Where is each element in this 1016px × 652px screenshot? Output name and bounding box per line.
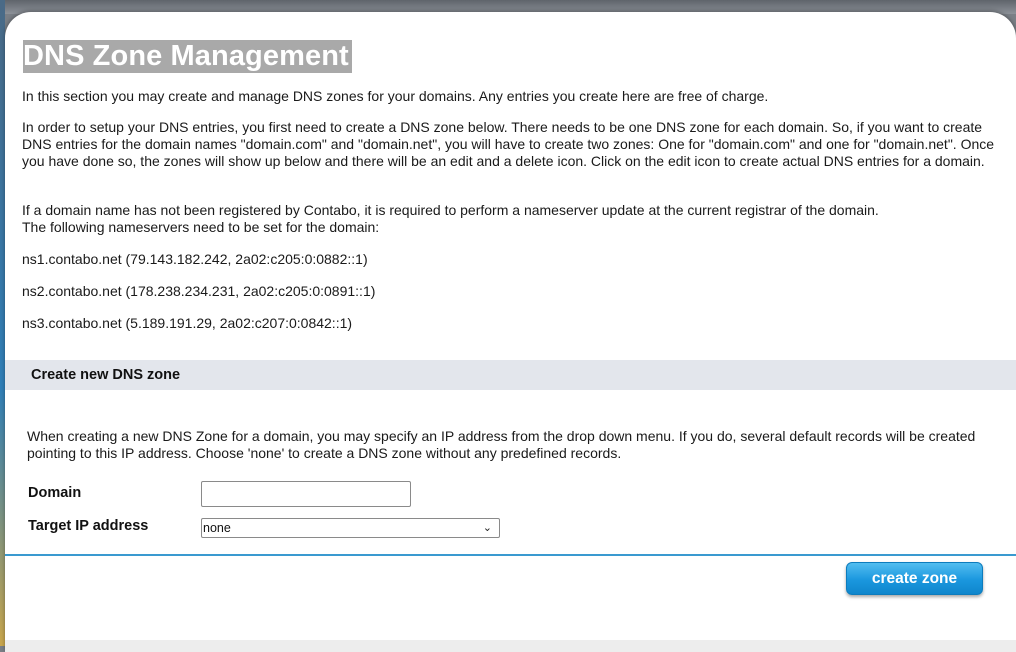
- registrar-notice-line2: The following nameservers need to be set for the domain:: [22, 219, 380, 235]
- page-title: DNS Zone Management: [23, 40, 352, 73]
- create-zone-description: When creating a new DNS Zone for a domain, you may specify an IP address from the drop down menu. If you do, several default records will be created pointing to this IP address. Choose 'none' to create a DNS zone without any predefined records.: [27, 428, 976, 461]
- form-divider: [5, 554, 1016, 556]
- registrar-notice-line1: If a domain name has not been registered by Contabo, it is required to perform a nameserver update at the current registrar of the domain.: [22, 202, 879, 218]
- nameserver-item-1: ns1.contabo.net (79.143.182.242, 2a02:c205:0:0882::1): [22, 251, 368, 267]
- chevron-down-icon: ⌄: [482, 522, 492, 534]
- nameserver-item-3: ns3.contabo.net (5.189.191.29, 2a02:c207:0:0842::1): [22, 315, 353, 331]
- target-ip-label: Target IP address: [28, 518, 149, 534]
- intro-text: In this section you may create and manage DNS zones for your domains. Any entries you create here are free of charge.: [22, 88, 769, 104]
- content-panel: [5, 12, 1016, 652]
- setup-instructions: In order to setup your DNS entries, you first need to create a DNS zone below. There needs to be one DNS zone for each domain. So, if you want to create DNS entries for the domain names "domain.com" and "domain.net", you will have to create two zones: One for "domain.com" and one for "domain.net". Once you have done so, the zones will show up below and there will be an edit and a delete icon. Click on the edit icon to create actual DNS entries for a domain.: [22, 119, 995, 169]
- domain-label: Domain: [28, 485, 82, 501]
- create-zone-button[interactable]: create zone: [846, 562, 983, 595]
- target-ip-selected-value: none: [203, 521, 231, 535]
- domain-input[interactable]: [201, 481, 411, 507]
- bottom-band: [5, 640, 1016, 652]
- registrar-notice: [22, 202, 997, 236]
- nameserver-item-2: ns2.contabo.net (178.238.234.231, 2a02:c205:0:0891::1): [22, 283, 376, 299]
- target-ip-select[interactable]: [201, 518, 500, 538]
- create-zone-title: Create new DNS zone: [31, 367, 181, 383]
